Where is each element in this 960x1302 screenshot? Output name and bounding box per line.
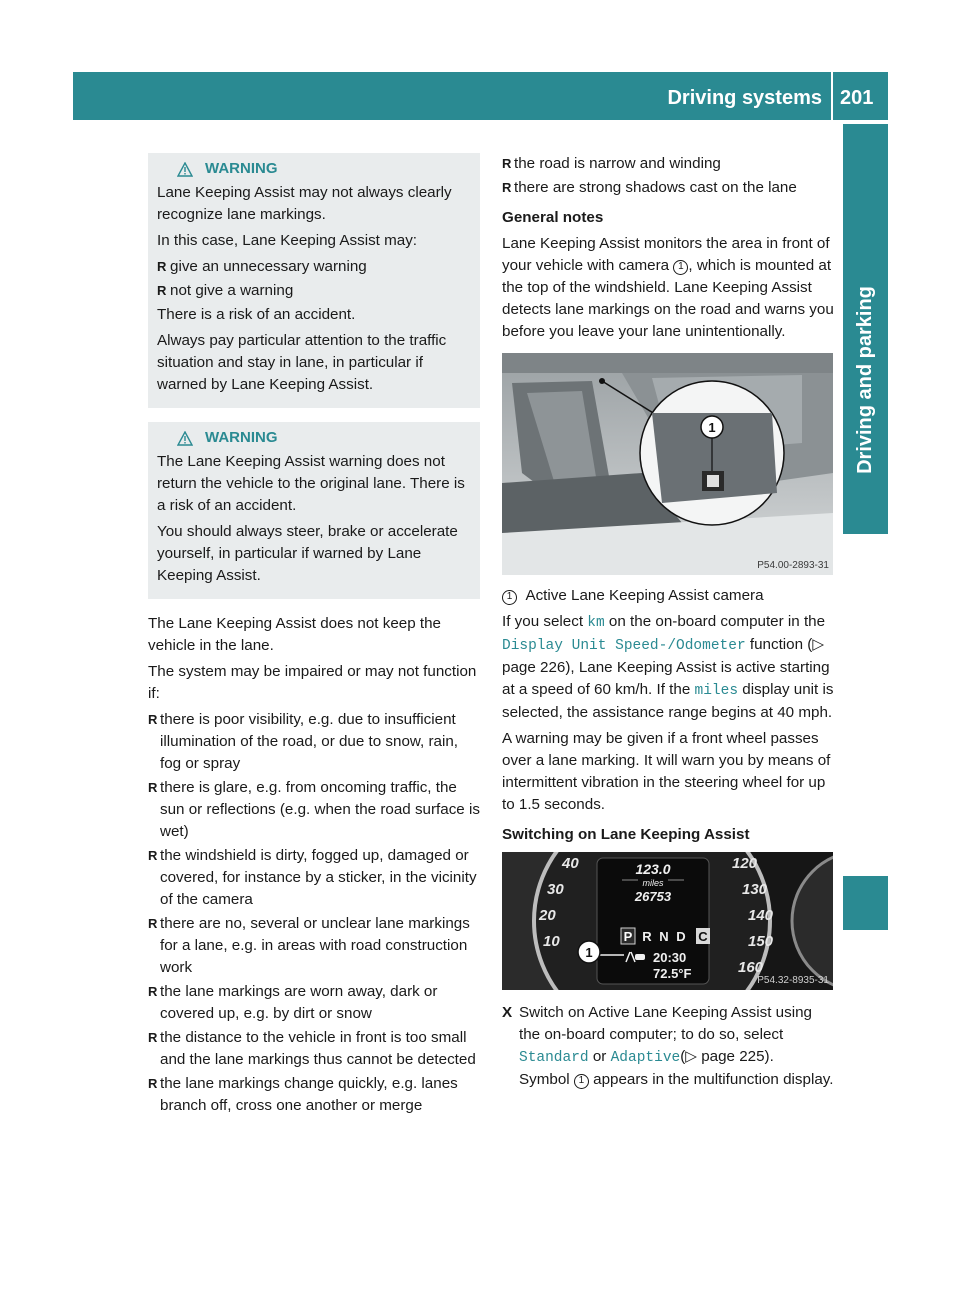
image-code: P54.00-2893-31: [757, 560, 829, 571]
body-text: The system may be impaired or may not function if:: [148, 663, 477, 702]
list-item: R the windshield is dirty, fogged up, damaged or covered, for instance by a sticker, in the vicinity of the camera: [148, 847, 477, 908]
gear-r: R: [642, 929, 652, 944]
bullet-icon: R: [148, 1030, 158, 1045]
warning-label: WARNING: [205, 429, 278, 446]
section-heading-general-notes: General notes: [502, 209, 604, 226]
warning-text: Lane Keeping Assist may not always clearly recognize lane markings.: [157, 184, 452, 223]
warning-triangle-icon: [177, 162, 193, 177]
menu-term-km: km: [587, 615, 605, 631]
warning-box-1: [148, 153, 480, 408]
bullet-icon: R: [157, 259, 167, 274]
warning-text: You should always steer, brake or accelerate yourself, in particular if warned by Lane Keeping Assist.: [157, 523, 458, 584]
bullet-icon: R: [148, 848, 158, 863]
bullet-icon: R: [157, 283, 167, 298]
bullet-icon: R: [148, 984, 158, 999]
header-divider: [831, 72, 833, 120]
car-interior-illustration: [502, 353, 833, 575]
trip-reading: 123.0: [635, 861, 671, 877]
clock-display: 20:30: [653, 950, 687, 965]
instrument-cluster-image: [502, 852, 833, 990]
gear-p: P: [623, 929, 633, 944]
warning-box-2: [148, 422, 480, 599]
bullet-icon: R: [148, 916, 158, 931]
speed-tick: 140: [748, 907, 774, 924]
callout-number: 1: [708, 420, 716, 435]
speed-tick: 160: [738, 959, 764, 976]
left-column: [148, 153, 480, 1119]
warning-label: WARNING: [205, 160, 278, 177]
gear-comfort: C: [698, 929, 708, 944]
odometer-reading: 26753: [634, 889, 672, 904]
distance-unit: miles: [642, 878, 664, 888]
body-text: A warning may be given if a front wheel passes over a lane marking. It will warn you by means of intermittent vibration in the steering wheel for up to 1.5 seconds.: [502, 730, 831, 813]
callout-number-icon: 1: [502, 590, 517, 605]
instruction-step: X Switch on Active Lane Keeping Assist using the on-board computer; to do so, select Standard or Adaptive(▷ page 225). Symbol 1 appears in the multifunction display.: [502, 1004, 834, 1088]
speed-tick: 10: [543, 933, 560, 950]
section-heading-switching-on: Switching on Lane Keeping Assist: [502, 826, 750, 843]
list-item: R the distance to the vehicle in front is too small and the lane markings thus cannot be detected: [148, 1029, 476, 1068]
bullet-icon: R: [502, 156, 512, 171]
warning-triangle-icon: [177, 431, 193, 446]
callout-number-icon: 1: [574, 1074, 589, 1089]
gear-d: D: [676, 929, 686, 944]
bullet-icon: R: [502, 180, 512, 195]
list-item: R give an unnecessary warning: [157, 256, 471, 278]
warning-text: In this case, Lane Keeping Assist may:: [157, 232, 418, 249]
bullet-icon: R: [148, 712, 158, 727]
body-text: The Lane Keeping Assist does not keep the vehicle in the lane.: [148, 615, 441, 654]
list-item: R there are no, several or unclear lane markings for a lane, e.g. in areas with road construction work: [148, 915, 470, 976]
camera-location-image: [502, 353, 833, 575]
page-title: Driving systems: [667, 87, 822, 109]
image-code: P54.32-8935-31: [757, 975, 829, 986]
option-adaptive: Adaptive: [610, 1050, 681, 1066]
list-item: R the lane markings are worn away, dark or covered up, e.g. by dirt or snow: [148, 983, 438, 1022]
chapter-label: Driving and parking: [854, 286, 876, 474]
speed-tick: 30: [547, 881, 564, 898]
speed-tick: 120: [732, 855, 758, 872]
list-item: R not give a warning: [157, 280, 471, 302]
chapter-marker: [843, 876, 888, 930]
option-standard: Standard: [519, 1050, 589, 1066]
bullet-icon: R: [148, 780, 158, 795]
outside-temperature: 72.5°F: [653, 966, 692, 981]
warning-header: [157, 158, 471, 180]
warning-text: There is a risk of an accident.: [157, 306, 356, 323]
gear-n: N: [659, 929, 669, 944]
list-item: R the road is narrow and winding: [502, 153, 834, 175]
list-item: R there is poor visibility, e.g. due to insufficient illumination of the road, or due to snow, rain, fog or spray: [148, 711, 459, 772]
menu-term-display-unit: Display Unit Speed-/Odometer: [502, 638, 746, 654]
speed-tick: 20: [539, 907, 556, 924]
speed-tick: 40: [562, 855, 579, 872]
right-column: [502, 153, 834, 1091]
speed-tick: 130: [742, 881, 768, 898]
image-caption: 1 Active Lane Keeping Assist camera: [502, 585, 834, 607]
callout-number-icon: 1: [673, 260, 688, 275]
list-item: R there are strong shadows cast on the lane: [502, 177, 834, 199]
step-arrow-icon: X: [502, 1004, 513, 1021]
warning-text: The Lane Keeping Assist warning does not return the vehicle to the original lane. There is a risk of an accident.: [157, 453, 465, 514]
instrument-cluster-illustration: [502, 852, 833, 990]
speed-tick: 150: [748, 933, 774, 950]
body-text: Lane Keeping Assist monitors the area in front of your vehicle with camera 1 , which is mounted at the top of the windshield. Lane Keeping Assist detects lane markings on the road and warns you before you leave your lane unintentionally.: [502, 235, 834, 340]
list-item: R the lane markings change quickly, e.g. lanes branch off, cross one another or merge: [148, 1075, 458, 1114]
callout-number: 1: [585, 945, 593, 960]
list-item: R there is glare, e.g. from oncoming traffic, the sun or reflections (e.g. when the road surface is wet): [148, 779, 480, 840]
body-text: If you select km on the on-board computer in the Display Unit Speed-/Odometer function (▷ page 226), Lane Keeping Assist is active starting at a speed of 60 km/h. If the miles display unit is selected, the assistance range begins at 40 mph.: [502, 613, 834, 721]
warning-header: [157, 427, 471, 449]
bullet-icon: R: [148, 1076, 158, 1091]
menu-term-miles: miles: [694, 683, 739, 699]
page-number: 201: [840, 87, 874, 109]
warning-text: Always pay particular attention to the traffic situation and stay in lane, in particular if warned by Lane Keeping Assist.: [157, 332, 447, 393]
